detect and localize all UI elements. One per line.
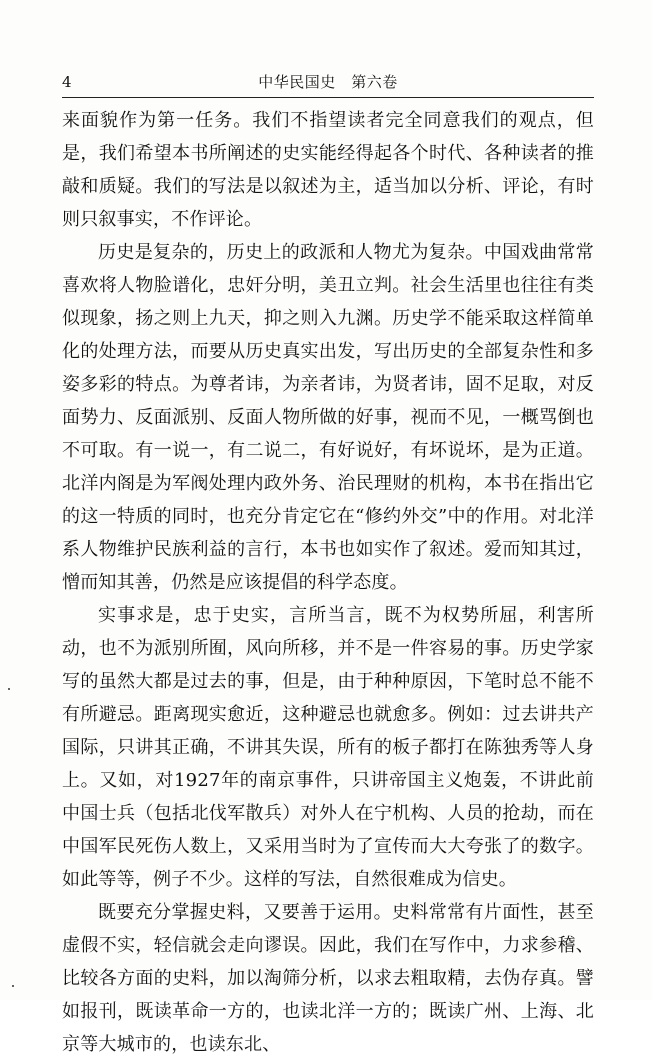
header-rule [62,97,594,98]
running-title: 中华民国史 第六卷 [258,73,398,91]
page-number: 4 [62,73,72,91]
body-text [62,104,594,1061]
paragraph-4: 既要充分掌握史料，又要善于运用。史料常常有片面性，甚至虚假不实，轻信就会走向谬误。因此，我们在写作中，力求参稽、比较各方面的史料，加以淘筛分析，以求去粗取精，去伪存真。譬如报刊，既读革命一方的，也读北洋一方的；既读广州、上海、北京等大城市的，也读东北、 [62,902,594,1055]
paragraph-3: 实事求是，忠于史实，言所当言，既不为权势所屈，利害所动，也不为派别所囿，风向所移，并不是一件容易的事。历史学家写的虽然大都是过去的事，但是，由于种种原因，下笔时总不能不有所避忌。距离现实愈近，这种避忌也就愈多。例如：过去讲共产国际，只讲其正确，不讲其失误，所有的板子都打在陈独秀等人身上。又如，对1927年的南京事件，只讲帝国主义炮轰，不讲此前中国士兵（包括北伐军散兵）对外人在宁机构、人员的抢劫，而在中国军民死伤人数上，又采用当时为了宣传而大大夸张了的数字。如此等等，例子不少。这样的写法，自然很难成为信史。 [62,605,594,890]
page-header [62,72,594,96]
scan-speck [12,985,14,987]
scan-speck [8,688,10,690]
paragraph-1: 来面貌作为第一任务。我们不指望读者完全同意我们的观点，但是，我们希望本书所阐述的史实能经得起各个时代、各种读者的推敲和质疑。我们的写法是以叙述为主，适当加以分析、评论，有时则只叙事实，不作评论。 [62,110,594,230]
paragraph-2: 历史是复杂的，历史上的政派和人物尤为复杂。中国戏曲常常喜欢将人物脸谱化，忠奸分明，美丑立判。社会生活里也往往有类似现象，扬之则上九天，抑之则入九渊。历史学不能采取这样简单化的处理方法，而要从历史真实出发，写出历史的全部复杂性和多姿多彩的特点。为尊者讳，为亲者讳，为贤者讳，固不足取，对反面势力、反面派别、反面人物所做的好事，视而不见，一概骂倒也不可取。有一说一，有二说二，有好说好，有坏说坏，是为正道。北洋内阁是为军阀处理内政外务、治民理财的机构，本书在指出它的这一特质的同时，也充分肯定它在“修约外交”中的作用。对北洋系人物维护民族利益的言行，本书也如实作了叙述。爱而知其过，憎而知其善，仍然是应该提倡的科学态度。 [62,242,594,593]
